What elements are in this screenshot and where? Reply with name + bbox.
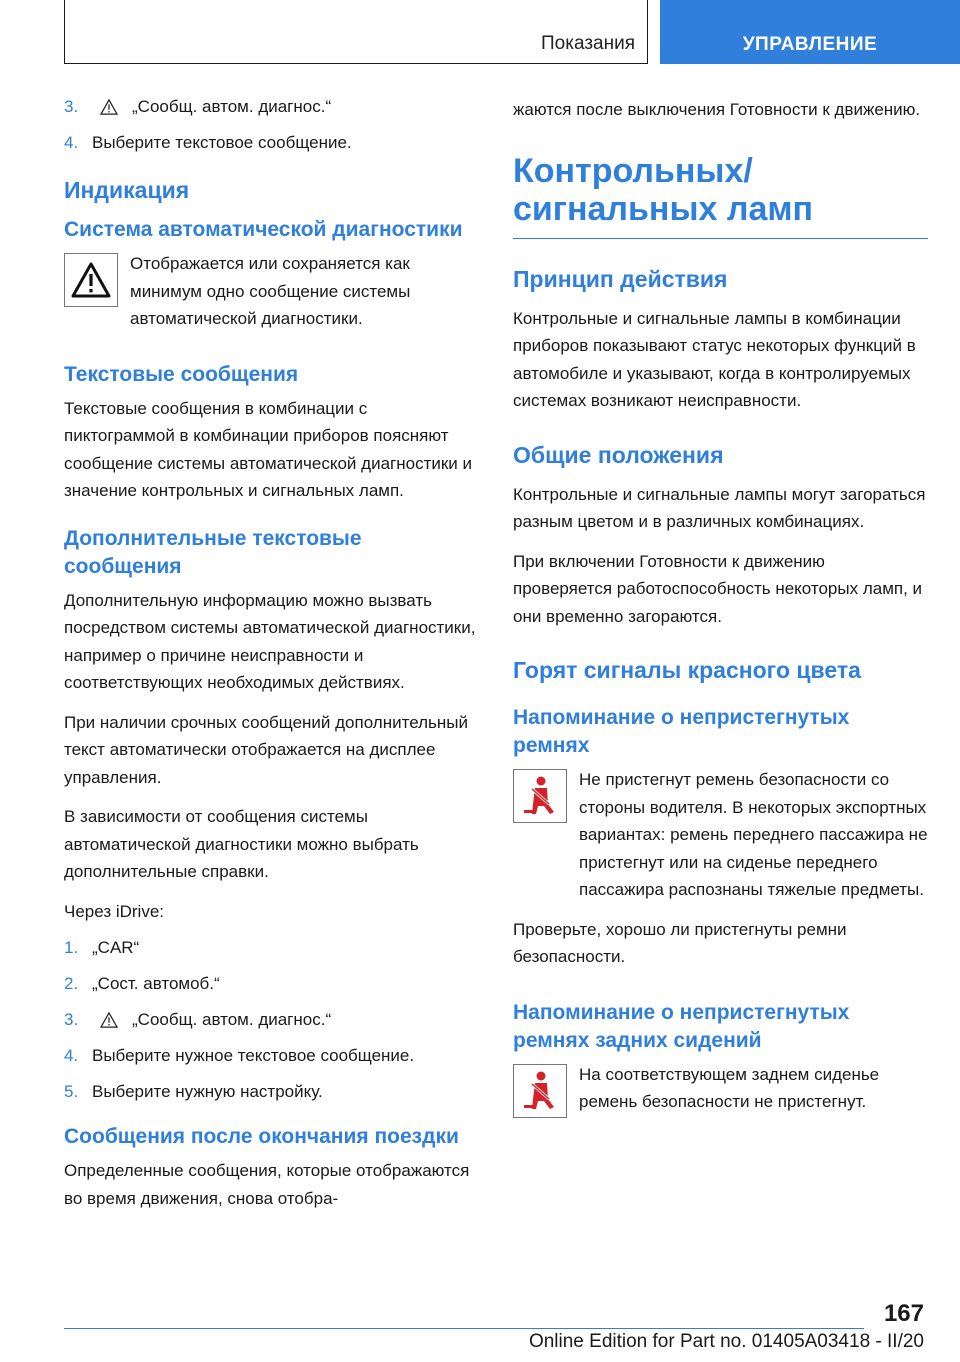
list-number: 3. <box>64 1010 79 1029</box>
list-text: Выберите текстовое сообщение. <box>92 133 352 152</box>
general-paragraph-1: Контрольные и сигнальные лампы могут загораться разным цветом и в различных комбинациях. <box>513 484 926 531</box>
seatbelt-warning-icon-box <box>513 1064 567 1118</box>
heading-rear-seatbelt-reminder: Напоминание о непристегнутых ремнях задних сидений <box>513 1000 850 1052</box>
list-number: 4. <box>64 133 79 152</box>
list-text: „Сост. автомоб.“ <box>92 974 220 993</box>
heading-after-trip: Сообщения после окончания поездки <box>64 1125 459 1148</box>
additional-paragraph-1: Дополнительную информацию можно вызвать посредством системы автоматической диагностики, например о причине неисправности и соответствующих необходимых действиях. <box>64 590 476 692</box>
warning-triangle-icon-box <box>64 253 118 307</box>
heading-auto-diagnosis: Система автоматической диагностики <box>64 218 463 241</box>
additional-paragraph-2: При наличии срочных сообщений дополнительный текст автоматически отображается на дисплее управления. <box>64 712 468 787</box>
warning-triangle-icon <box>71 262 111 298</box>
right-column <box>513 96 928 1130</box>
seatbelt-block <box>513 766 928 904</box>
header-section-label: Показания <box>541 33 635 54</box>
list-item <box>64 96 479 118</box>
warning-triangle-icon <box>100 1012 118 1028</box>
heading-principle: Принцип действия <box>513 265 728 292</box>
list-text: „Сообщ. автом. диагнос.“ <box>132 97 332 116</box>
warning-triangle-icon <box>100 99 118 115</box>
steps-list-a <box>64 96 479 154</box>
list-text: Выберите нужное текстовое сообщение. <box>92 1046 415 1065</box>
list-item <box>64 937 479 959</box>
via-idrive-label: Через iDrive: <box>64 901 165 921</box>
header-section-tab <box>64 0 648 64</box>
text-messages-paragraph: Текстовые сообщения в комбинации с пиктограммой в комбинации приборов поясняют сообщение системы автоматической диагностики и значение контрольных и сигнальных ламп. <box>64 398 472 500</box>
list-number: 3. <box>64 97 79 116</box>
left-column <box>64 96 479 1224</box>
rear-seatbelt-block <box>513 1061 928 1118</box>
list-number: 4. <box>64 1046 79 1065</box>
heading-indication: Индикация <box>64 177 190 203</box>
header-chapter-tab <box>660 0 960 64</box>
seatbelt-text: Не пристегнут ремень безопасности со стороны водителя. В некоторых экспортных вариантах: ремень переднего пассажира не пристегнут или на сиденье переднего пассажира распознаны тяжелые предметы. <box>579 770 928 899</box>
auto-diagnosis-text: Отображается или сохраняется как минимум одно сообщение системы автоматической диагностики. <box>130 254 411 328</box>
heading-additional-messages: Дополнительные текстовые сообщения <box>64 526 362 578</box>
additional-paragraph-3: В зависимости от сообщения системы автоматической диагностики можно выбрать дополнительные справки. <box>64 807 419 881</box>
general-paragraph-2: При включении Готовности к движению проверяется работоспособность некоторых ламп, и они временно загораются. <box>513 551 923 626</box>
steps-list-b <box>64 937 479 1103</box>
heading-seatbelt-reminder: Напоминание о непристегнутых ремнях <box>513 706 850 757</box>
list-text: „Сообщ. автом. диагнос.“ <box>132 1010 332 1029</box>
list-item <box>64 973 479 995</box>
list-text: „CAR“ <box>92 938 140 957</box>
after-trip-paragraph: Определенные сообщения, которые отображаются во время движения, снова отобра- <box>64 1161 470 1208</box>
list-item <box>64 1045 479 1067</box>
list-number: 2. <box>64 974 79 993</box>
footer-rule <box>64 1328 864 1329</box>
chapter-heading-rule <box>513 238 928 239</box>
rear-seatbelt-text: На соответствующем заднем сиденье ремень безопасности не пристегнут. <box>579 1064 880 1111</box>
seatbelt-warning-icon-box <box>513 769 567 823</box>
footer-edition: Online Edition for Part no. 01405A03418 - II/20 <box>528 1331 924 1352</box>
principle-paragraph: Контрольные и сигнальные лампы в комбинации приборов показывают статус некоторых функций в автомобиле и указывают, когда в контролируемых системах возникают неисправности. <box>513 308 916 410</box>
chapter-heading: Контрольных/сигнальных ламп <box>513 151 814 228</box>
seatbelt-warning-icon <box>518 774 562 818</box>
heading-text-messages: Текстовые сообщения <box>64 362 299 386</box>
list-item <box>64 1081 479 1103</box>
auto-diagnosis-block <box>64 250 479 333</box>
heading-general: Общие положения <box>513 441 724 468</box>
seatbelt-warning-icon <box>518 1069 562 1113</box>
heading-red-signals: Горят сигналы красного цвета <box>513 657 861 683</box>
header-chapter-label: УПРАВЛЕНИЕ <box>742 34 878 55</box>
seatbelt-check-paragraph: Проверьте, хорошо ли пристегнуты ремни безопасности. <box>513 919 847 966</box>
list-item <box>64 1009 479 1031</box>
list-text: Выберите нужную настройку. <box>92 1082 323 1101</box>
list-number: 1. <box>64 938 79 957</box>
list-item <box>64 132 479 154</box>
page-number: 167 <box>883 1300 924 1327</box>
continuation-paragraph: жаются после выключения Готовности к движению. <box>513 100 921 119</box>
list-number: 5. <box>64 1082 79 1101</box>
